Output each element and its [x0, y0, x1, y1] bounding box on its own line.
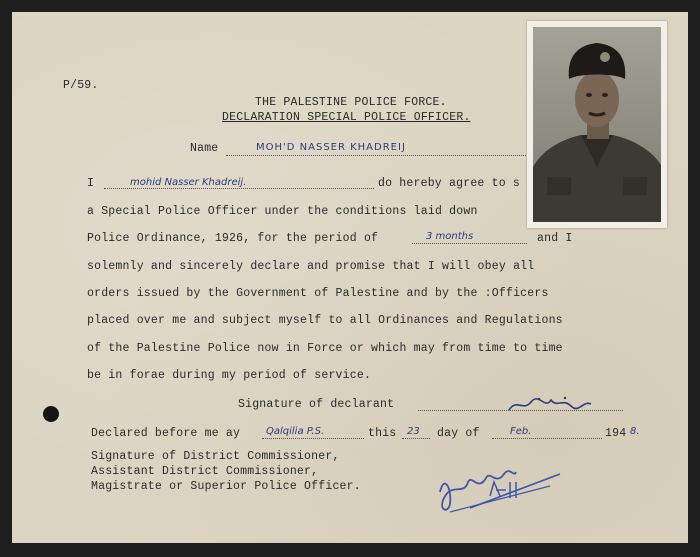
name-label: Name	[190, 142, 219, 155]
para-line-1b: do hereby agree to s	[378, 177, 521, 190]
name-value: MOH'D NASSER KHADREIJ	[256, 142, 406, 153]
declared-place: Qalqilia P.S.	[266, 426, 325, 437]
month-value: Feb.	[510, 426, 532, 437]
place-line	[262, 438, 364, 439]
day-value: 23	[407, 426, 420, 437]
signature-label: Signature of declarant	[238, 398, 395, 411]
sig-role-3: Magistrate or Superior Police Officer.	[91, 480, 361, 493]
year-suffix: 8.	[630, 426, 640, 437]
name-line	[226, 155, 526, 156]
officer-photograph	[527, 21, 667, 228]
month-line	[492, 438, 602, 439]
period-line	[412, 243, 527, 244]
para-line-8: be in forae during my period of service.	[87, 369, 372, 382]
this-label: this	[368, 427, 397, 440]
officer-signature	[430, 452, 570, 522]
year-prefix: 194	[605, 427, 627, 440]
photo-image	[533, 27, 661, 222]
para-line-2: a Special Police Officer under the conditions laid down	[87, 205, 478, 218]
para-line-1a: I	[87, 177, 95, 190]
para-line-4: solemnly and sincerely declare and promise that I will obey all	[87, 260, 535, 273]
handwritten-period: 3 months	[426, 231, 474, 242]
portrait-icon	[533, 27, 661, 222]
day-of-label: day of	[437, 427, 480, 440]
declared-label: Declared before me ay	[91, 427, 241, 440]
para-line-7: of the Palestine Police now in Force or which may from time to time	[87, 342, 563, 355]
sig-role-1: Signature of District Commissioner,	[91, 450, 340, 463]
day-line	[402, 438, 430, 439]
declarant-name-line	[104, 188, 374, 189]
declarant-signature	[505, 394, 595, 416]
document-title: THE PALESTINE POLICE FORCE.	[255, 96, 447, 109]
sig-role-2: Assistant District Commissioner,	[91, 465, 319, 478]
para-line-3b: and I	[537, 232, 573, 245]
handwritten-name: mohid Nasser Khadreij.	[130, 177, 247, 188]
reference-number: P/59.	[63, 79, 99, 92]
para-line-5: orders issued by the Government of Palestine and by the :Officers	[87, 287, 549, 300]
punch-hole	[43, 406, 59, 422]
para-line-3a: Police Ordinance, 1926, for the period of	[87, 232, 379, 245]
para-line-6: placed over me and subject myself to all Ordinances and Regulations	[87, 314, 563, 327]
document-subtitle: DECLARATION SPECIAL POLICE OFFICER.	[222, 111, 471, 124]
